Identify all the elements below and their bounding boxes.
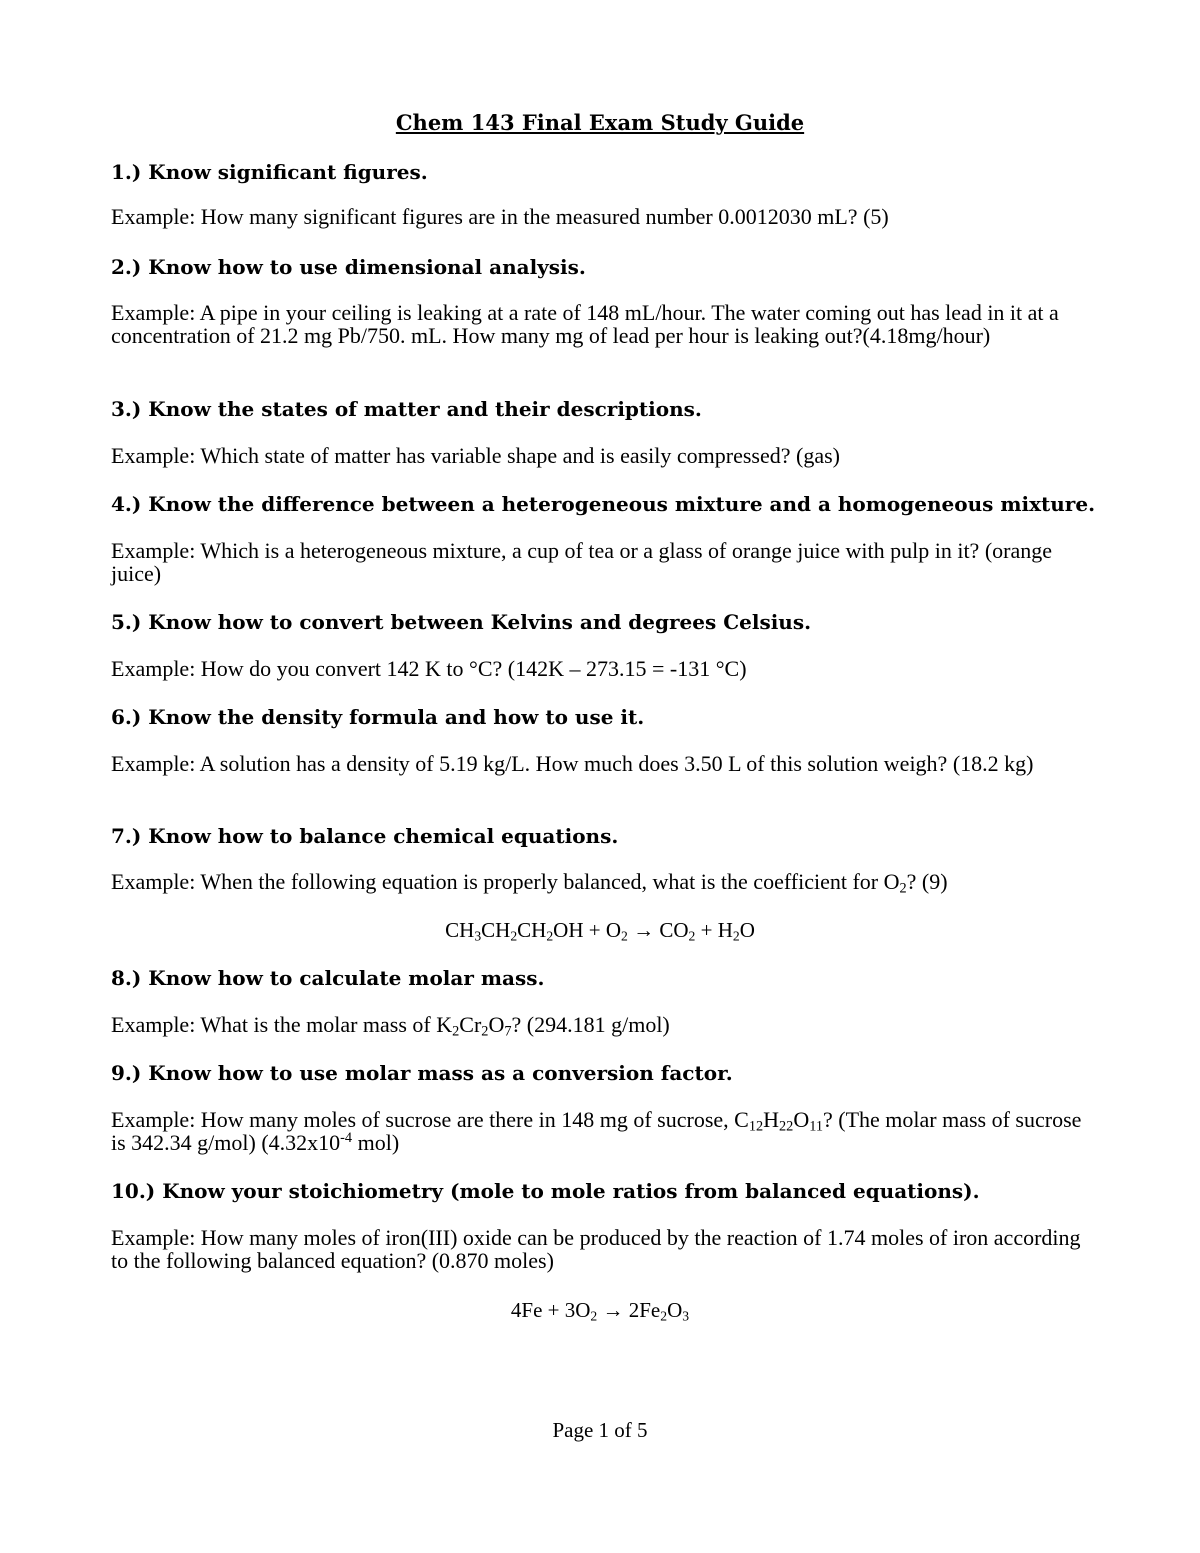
section-5-example: Example: How do you convert 142 K to °C? (142K – 273.15 = -131 °C)	[111, 656, 747, 681]
section-4-example: Example: Which is a heterogeneous mixture, a cup of tea or a glass of orange juice with pulp in it? (orange juice)	[111, 538, 1053, 586]
page-number: Page 1 of 5	[552, 1418, 648, 1442]
section-2-heading: 2.) Know how to use dimensional analysis.	[111, 255, 586, 279]
section-10-heading: 10.) Know your stoichiometry (mole to mole ratios from balanced equations).	[111, 1179, 980, 1203]
section-3-heading: 3.) Know the states of matter and their descriptions.	[111, 397, 702, 421]
section-9-example: Example: How many moles of sucrose are there in 148 mg of sucrose, $C_{12}H_{22}O_{11}$? (The molar mass of sucrose is 342.34 g/mol) ($4.32x10^{-4}$ mol)	[111, 1107, 1082, 1155]
section-3-example: Example: Which state of matter has variable shape and is easily compressed? (gas)	[111, 443, 840, 468]
section-8-heading: 8.) Know how to calculate molar mass.	[111, 966, 545, 990]
section-7-heading: 7.) Know how to balance chemical equations.	[111, 824, 619, 848]
page-title: Chem 143 Final Exam Study Guide	[395, 110, 805, 135]
section-10-example: Example: How many moles of iron(III) oxide can be produced by the reaction of 1.74 moles of iron according to the following balanced equation? (0.870 moles)	[111, 1225, 1081, 1273]
section-7-example: Example: When the following equation is properly balanced, what is the coefficient for $O_2$? (9)	[111, 869, 948, 897]
section-10-equation: $4Fe + 3O_2 \to 2Fe_2O_3$	[510, 1298, 690, 1324]
section-1-heading: 1.) Know significant figures.	[111, 160, 428, 184]
section-8-example: Example: What is the molar mass of $K_2Cr_2O_7$? (294.181 g/mol)	[111, 1012, 670, 1040]
section-4-heading: 4.) Know the difference between a heterogeneous mixture and a homogeneous mixture.	[111, 492, 1096, 516]
section-6-example: Example: A solution has a density of 5.19 kg/L. How much does 3.50 L of this solution weigh? (18.2 kg)	[111, 751, 1034, 776]
section-9-heading: 9.) Know how to use molar mass as a conversion factor.	[111, 1061, 733, 1085]
section-7-equation: $CH_3CH_2CH_2OH + O_2 \to CO_2 + H_2O$	[445, 918, 755, 944]
section-1-example: Example: How many significant figures are in the measured number 0.0012030 mL? (5)	[111, 204, 889, 229]
section-2-example: Example: A pipe in your ceiling is leaking at a rate of 148 mL/hour. The water coming out has lead in it at a concentration of 21.2 mg Pb/750. mL. How many mg of lead per hour is leaking out?(4.18mg/hour)	[111, 300, 1059, 348]
section-5-heading: 5.) Know how to convert between Kelvins and degrees Celsius.	[111, 610, 812, 634]
section-6-heading: 6.) Know the density formula and how to use it.	[111, 705, 645, 729]
